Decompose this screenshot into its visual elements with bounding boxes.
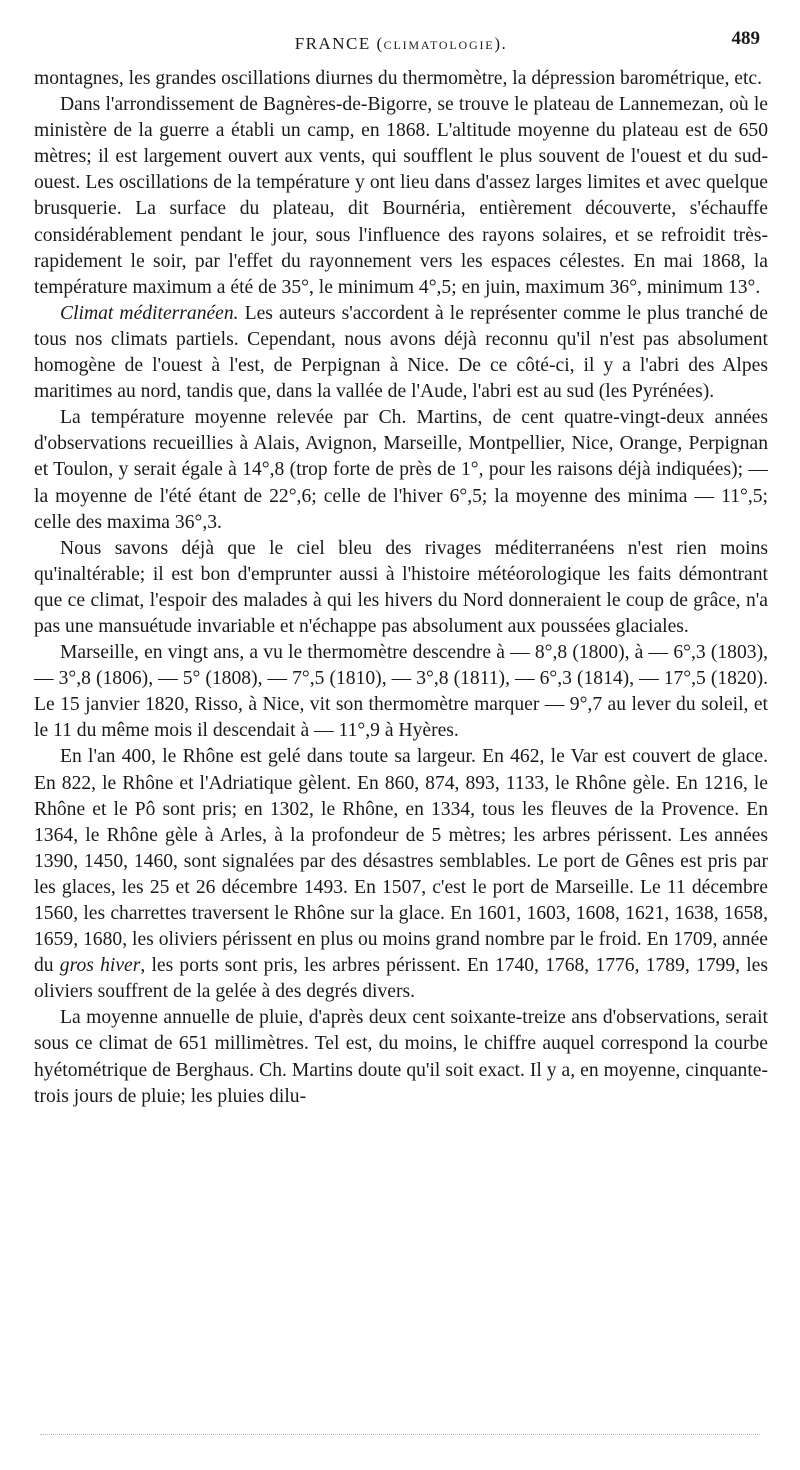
paragraph-historique-gelees: [34, 744, 768, 1005]
paragraph-climat-mediterraneen: [34, 301, 768, 405]
italic-term: gros hiver: [59, 955, 141, 977]
paragraph-text: Les auteurs s'accordent à le représenter comme le plus tranché de tous nos climats partiels. Cependant, nous avons déjà reconnu qu'il n'est pas absolument homogène de l'ouest à l'est, de Perpignan à Nice. De ce côté-ci, il y a l'abri des Alpes maritimes au nord, tandis que, dans la vallée de l'Aude, l'abri est au sud (les Pyrénées).: [34, 302, 768, 403]
footer-rule: [40, 1434, 760, 1435]
paragraph-marseille: Marseille, en vingt ans, a vu le thermomètre descendre à — 8°,8 (1800), à — 6°,3 (1803), — 3°,8 (1806), — 5° (1808), — 7°,5 (1810), — 3°,8 (1811), — 6°,3 (1814), — 17°,5 (1820). Le 15 janvier 1820, Risso, à Nice, vit son thermomètre marquer — 9°,7 au lever du soleil, et le 11 du même mois il descendait à — 11°,9 à Hyères.: [34, 642, 768, 742]
paragraph-lannemezan: Dans l'arrondissement de Bagnères-de-Bigorre, se trouve le plateau de Lannemezan, où le ministère de la guerre a établi un camp, en 1868. L'altitude moyenne du plateau est de 650 mètres; il est largement ouvert aux vents, qui soufflent le plus souvent de l'ouest et du sud-ouest. Les oscillations de la température y ont lieu dans d'assez larges limites et avec quelque brusquerie. La surface du plateau, dit Bournéria, entièrement découverte, s'échauffe considérablement pendant le jour, sous l'influence des rayons solaires, et se refroidit très-rapidement le soir, par l'effet du rayonnement vers les espaces célestes. En mai 1868, la température maximum a été de 35°, le minimum 4°,5; en juin, maximum 36°, minimum 13°.: [34, 94, 768, 298]
paragraph-temperature-moyenne: La température moyenne relevée par Ch. Martins, de cent quatre-vingt-deux années d'observations recueillies à Alais, Avignon, Marseille, Montpellier, Nice, Orange, Perpignan et Toulon, y serait égale à 14°,8 (trop forte de près de 1°, pour les raisons déjà indiquées); — la moyenne de l'été étant de 22°,6; celle de l'hiver 6°,5; la moyenne des minima — 11°,5; celle des maxima 36°,3.: [34, 407, 768, 533]
running-head-main: FRANCE (: [294, 34, 384, 53]
running-head: [34, 34, 768, 54]
page-number: 489: [731, 28, 760, 49]
paragraph-continued: montagnes, les grandes oscillations diurnes du thermomètre, la dépression barométrique, etc.: [34, 68, 763, 89]
paragraph-text: , les ports sont pris, les arbres périssent. En 1740, 1768, 1776, 1789, 1799, les oliviers souffrent de la gelée à des degrés divers.: [34, 955, 768, 1003]
section-heading-italic: Climat méditerranéen.: [60, 302, 239, 324]
paragraph-ciel-bleu: Nous savons déjà que le ciel bleu des rivages méditerranéens n'est rien moins qu'inaltérable; il est bon d'emprunter aussi à l'histoire météorologique les faits démontrant que ce climat, l'espoir des malades à qui les hivers du Nord donneraient le coup de grâce, n'a pas une mansuétude invariable et n'échappe pas absolument aux poussées glaciales.: [34, 537, 768, 637]
paragraph-text: En l'an 400, le Rhône est gelé dans toute sa largeur. En 462, le Var est couvert de glace. En 822, le Rhône et l'Adriatique gèlent. En 860, 874, 893, 1133, le Rhône gèle. En 1216, le Rhône et le Pô sont pris; en 1302, le Rhône, en 1334, tous les fleuves de la Provence. En 1364, le Rhône gèle à Arles, à la profondeur de 5 mètres; les arbres périssent. Les années 1390, 1450, 1460, sont signalées par des désastres semblables. Le port de Gênes est pris par les glaces, les 25 et 26 décembre 1493. En 1507, c'est le port de Marseille. Le 11 décembre 1560, les charrettes traversent le Rhône sur la glace. En 1601, 1603, 1608, 1621, 1638, 1658, 1659, 1680, les oliviers périssent en plus ou moins grand nombre par le froid. En 1709, année du: [34, 746, 768, 977]
body-text: [34, 66, 768, 1110]
running-head-subtitle: CLIMATOLOGIE: [383, 38, 495, 52]
page-header: [34, 0, 768, 66]
paragraph-pluie: La moyenne annuelle de pluie, d'après deux cent soixante-treize ans d'observations, serait sous ce climat de 651 millimètres. Tel est, du moins, le chiffre auquel correspond la courbe hyétométrique de Berghaus. Ch. Martins doute qu'il soit exact. Il y a, en moyenne, cinquante-trois jours de pluie; les pluies dilu-: [34, 1007, 768, 1107]
running-head-end: ).: [494, 34, 508, 53]
